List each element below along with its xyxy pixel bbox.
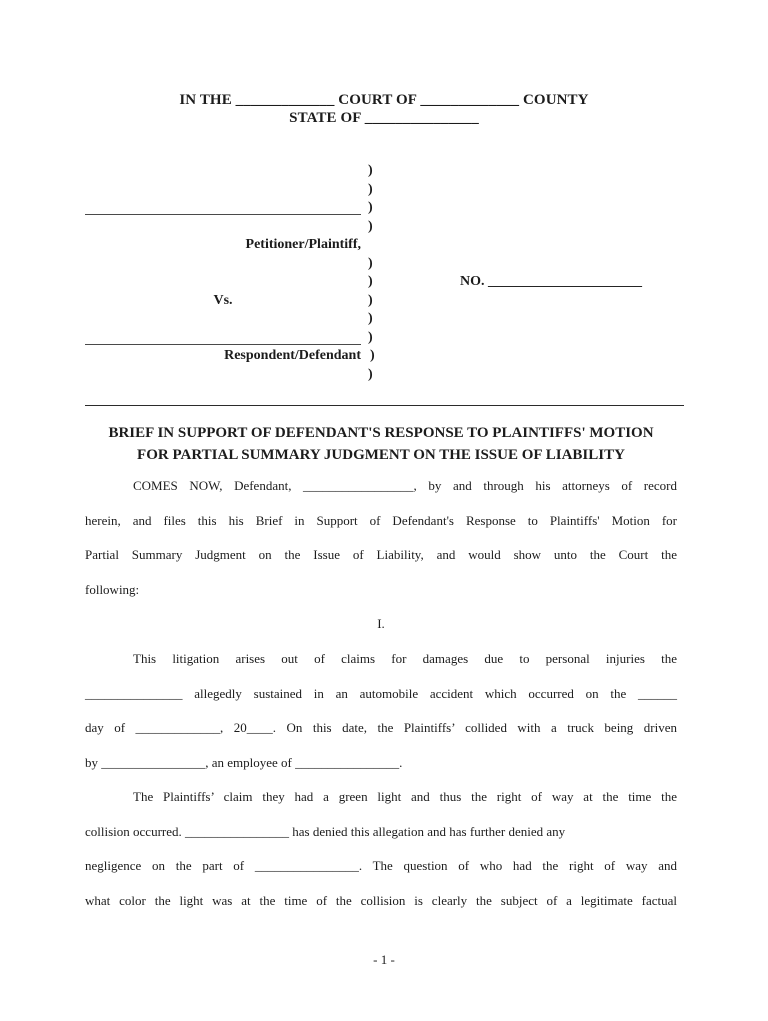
caption-row: [85, 255, 665, 274]
respondent-label: Respondent/Defendant: [224, 348, 361, 363]
caption-left-cell: [85, 218, 361, 237]
closing-paren: ): [368, 366, 373, 382]
paragraph-plaintiffs-claim: [85, 780, 677, 918]
section-heading-roman-one: I.: [377, 616, 385, 631]
paragraph-line: what color the light was at the time of the collision is clearly the subject of a legitimate factual: [85, 892, 677, 908]
closing-paren: ): [368, 181, 373, 197]
paragraph-comes-now: [85, 469, 677, 607]
caption-right-cell: [388, 162, 665, 181]
closing-paren: ): [370, 348, 375, 363]
court-header: [0, 92, 768, 127]
closing-paren: ): [368, 200, 373, 215]
caption-row: [85, 236, 665, 255]
caption-left-cell: [85, 255, 361, 274]
paragraph-line: Partial Summary Judgment on the Issue of Liability, and would show unto the Court the: [85, 547, 677, 562]
closing-paren: ): [368, 311, 373, 326]
paragraph-line: by ________________, an employee of ________________.: [85, 754, 403, 770]
vs-label: Vs.: [213, 292, 233, 308]
case-caption: [85, 162, 665, 384]
caption-row: [85, 292, 665, 311]
caption-left-cell: [85, 310, 361, 329]
caption-right-cell: [388, 218, 665, 237]
caption-row: [85, 181, 665, 200]
caption-left-cell: [85, 181, 361, 200]
caption-right-cell: [388, 181, 665, 200]
paragraph-line: COMES NOW, Defendant, _________________, by and through his attorneys of record: [133, 478, 677, 493]
closing-paren: ): [368, 292, 373, 308]
caption-left-cell: [85, 329, 361, 348]
paragraph-line: _______________ allegedly sustained in an automobile accident which occurred on the ______: [85, 685, 677, 701]
closing-paren: ): [368, 329, 373, 345]
paragraph-line: negligence on the part of ________________. The question of who had the right of way and: [85, 858, 677, 873]
case-number-field: NO. ______________________: [460, 274, 642, 289]
paragraph-line: following:: [85, 581, 140, 597]
caption-right-cell: [388, 255, 665, 274]
respondent-name-blank: [85, 329, 361, 345]
caption-right-cell: [388, 329, 665, 348]
petitioner-label: Petitioner/Plaintiff,: [245, 237, 361, 252]
caption-paren-gap: [363, 236, 390, 255]
caption-left-cell: [85, 366, 361, 385]
caption-row: [85, 310, 665, 329]
caption-left-cell: [85, 273, 361, 292]
paragraph-line: herein, and files this his Brief in Support of Defendant's Response to Plaintiffs' Motion for: [85, 512, 677, 528]
caption-row: [85, 273, 665, 292]
caption-divider-rule: [85, 405, 684, 406]
document-title-line2: FOR PARTIAL SUMMARY JUDGMENT ON THE ISSUE OF LIABILITY: [137, 446, 625, 463]
closing-paren: ): [368, 218, 373, 234]
caption-row: [85, 199, 665, 218]
paragraph-line: collision occurred. ________________ has denied this allegation and has further denied any: [85, 823, 566, 839]
court-header-line1: IN THE _____________ COURT OF _____________ COUNTY: [179, 92, 589, 108]
caption-right-cell: [388, 199, 665, 218]
petitioner-name-blank: [85, 199, 361, 215]
caption-right-cell: [390, 347, 665, 366]
caption-right-cell: [388, 310, 665, 329]
document-title: [85, 423, 677, 466]
closing-paren: ): [368, 274, 373, 289]
caption-right-cell: [388, 366, 665, 385]
caption-row: [85, 366, 665, 385]
caption-row: [85, 218, 665, 237]
paragraph-line: The Plaintiffs’ claim they had a green light and thus the right of way at the time the: [133, 789, 677, 804]
closing-paren: ): [368, 163, 373, 178]
paragraph-litigation: [85, 642, 677, 780]
caption-row: [85, 329, 665, 348]
closing-paren: ): [368, 255, 373, 271]
page-number: - 1 -: [373, 952, 395, 967]
document-title-line1: BRIEF IN SUPPORT OF DEFENDANT'S RESPONSE TO PLAINTIFFS' MOTION: [108, 425, 654, 441]
court-header-line2: STATE OF _______________: [289, 109, 479, 126]
caption-row: [85, 347, 665, 366]
caption-right-cell: [388, 292, 665, 311]
caption-left-cell: [85, 162, 361, 181]
caption-right-cell: [390, 236, 665, 255]
paragraph-line: day of _____________, 20____. On this date, the Plaintiffs’ collided with a truck being driven: [85, 720, 677, 735]
caption-row: [85, 162, 665, 181]
paragraph-line: This litigation arises out of claims for damages due to personal injuries the: [133, 651, 677, 666]
caption-left-cell: [85, 199, 361, 218]
